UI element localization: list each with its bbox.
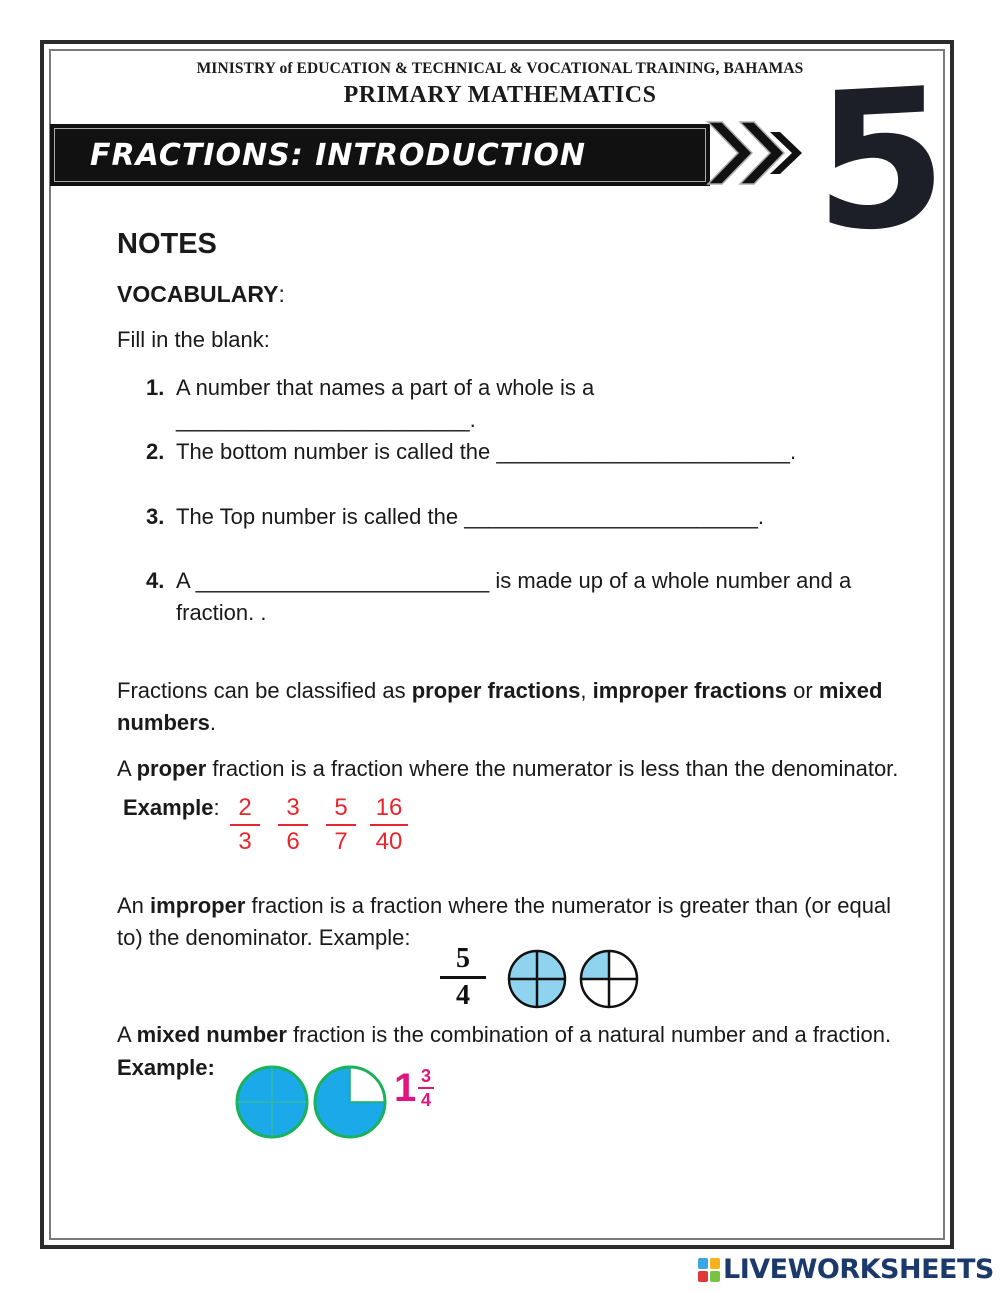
numbers-term: numbers: [117, 710, 210, 735]
vocabulary-label: VOCABULARY: [117, 281, 279, 307]
question-prompt: A: [176, 568, 196, 593]
liveworksheets-logo-icon: [697, 1257, 721, 1283]
numerator: 5: [456, 943, 470, 974]
improper-fractions-term: improper fractions: [592, 678, 788, 703]
ministry-heading: MINISTRY of EDUCATION & TECHNICAL & VOCATIONAL TRAINING, BAHAMAS: [196, 60, 804, 77]
proper-fractions-term: proper fractions: [411, 678, 581, 703]
question-end: .: [469, 407, 476, 432]
proper-fraction-example: [370, 794, 408, 856]
grade-number: 5: [814, 46, 948, 275]
answer-blank[interactable]: ________________________: [176, 407, 470, 432]
proper-fraction-example: [230, 794, 260, 856]
question-3: [146, 501, 764, 533]
proper-term: proper: [136, 756, 207, 781]
denominator: 40: [375, 828, 403, 855]
improper-fraction-circles: [505, 943, 641, 1015]
vocabulary-colon: :: [278, 281, 285, 307]
question-number: 3.: [146, 504, 165, 529]
question-1: [146, 372, 595, 432]
question-line2: fraction. .: [176, 600, 267, 625]
question-4: [146, 565, 852, 625]
question-end: is made up of a whole number and a: [489, 568, 852, 593]
proper-fraction-example: [278, 794, 308, 856]
answer-blank[interactable]: ________________________: [496, 439, 791, 464]
notes-heading: NOTES: [117, 228, 217, 260]
mixed-example-label: Example:: [117, 1055, 215, 1080]
question-end: .: [757, 504, 764, 529]
proper-fraction-example: [326, 794, 356, 856]
question-text: [176, 501, 856, 533]
denominator: 6: [286, 828, 300, 855]
denominator: 4: [420, 1090, 431, 1110]
chevron-arrows-icon: [700, 118, 810, 188]
quarter-circle-icon: [581, 951, 637, 1007]
question-text: [176, 372, 856, 436]
denominator: 3: [238, 828, 252, 855]
numerator: 3: [420, 1066, 431, 1086]
question-number: 4.: [146, 568, 165, 593]
numerator: 2: [238, 794, 252, 821]
question-text: [176, 565, 856, 629]
liveworksheets-brand: LIVEWORKSHEETS: [723, 1254, 994, 1285]
numerator: 3: [286, 794, 300, 821]
proper-example-label: Example:: [123, 795, 220, 820]
mixed-term: mixed: [818, 678, 883, 703]
three-quarter-circle-icon: [315, 1067, 385, 1137]
question-prompt: The bottom number is called the: [176, 439, 497, 464]
question-text: [176, 436, 856, 468]
improper-fraction-example: [440, 944, 486, 1011]
question-prompt: The Top number is called the: [176, 504, 465, 529]
proper-definition: A proper fraction is a fraction where the numerator is less than the denominator.: [117, 756, 899, 781]
question-number: 1.: [146, 375, 165, 400]
whole-circle-icon: [509, 951, 565, 1007]
denominator: 4: [456, 980, 470, 1011]
answer-blank[interactable]: ________________________: [464, 504, 758, 529]
improper-term: improper: [150, 893, 246, 918]
instruction-text: Fill in the blank:: [117, 327, 270, 352]
full-circle-icon: [237, 1067, 307, 1137]
numerator: 5: [334, 794, 348, 821]
mixed-fraction-part: [418, 1066, 434, 1110]
question-2: [146, 436, 797, 468]
numerator: 16: [375, 794, 403, 821]
answer-blank[interactable]: ________________________: [195, 568, 490, 593]
mixed-number-term: mixed number: [136, 1022, 287, 1047]
question-number: 2.: [146, 439, 165, 464]
question-prompt: A number that names a part of a whole is a: [176, 375, 595, 400]
subject-heading: PRIMARY MATHEMATICS: [343, 82, 657, 108]
vocabulary-heading: [117, 281, 285, 308]
worksheet-title: FRACTIONS: INTRODUCTION: [90, 138, 587, 173]
classification-paragraph: Fractions can be classified as proper fractions, improper fractions or mixed numbers.: [117, 678, 883, 735]
mixed-definition: A mixed number fraction is the combination of a natural number and a fraction.: [117, 1022, 892, 1047]
question-end: .: [790, 439, 797, 464]
mixed-number-circles: [234, 1064, 390, 1140]
whole-number: 1: [394, 1066, 417, 1110]
improper-definition: An improper fraction is a fraction where the numerator is greater than (or equal to) the denominator. Example:: [117, 893, 892, 950]
mixed-number-example: [394, 1064, 431, 1112]
denominator: 7: [334, 828, 348, 855]
